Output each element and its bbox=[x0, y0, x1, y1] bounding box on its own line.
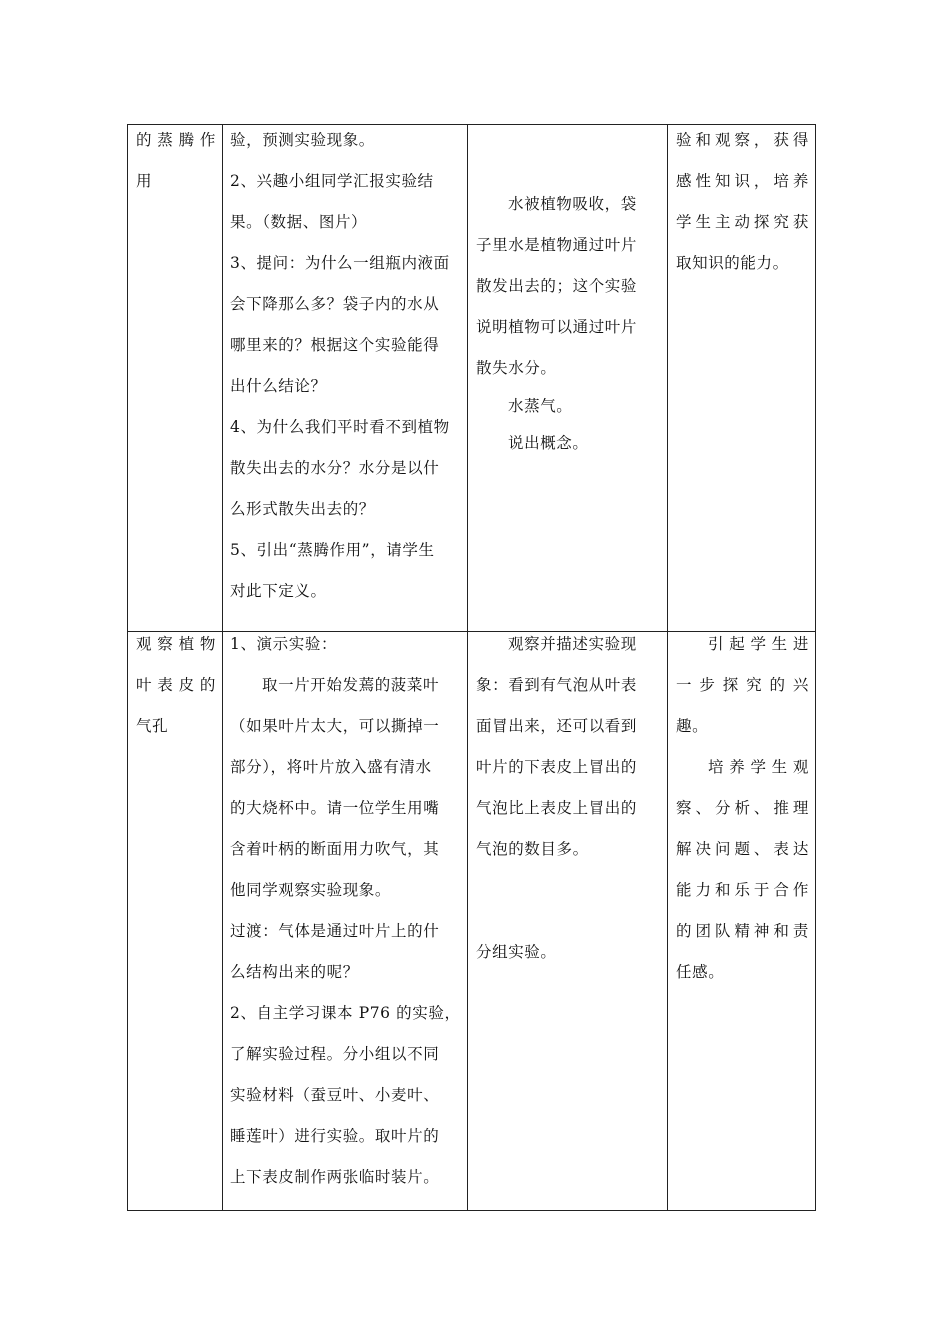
student-line: 气泡比上表皮上冒出的 bbox=[476, 799, 638, 817]
intent-line: 培养学生观 bbox=[708, 758, 809, 776]
intent-line: 趣。 bbox=[676, 717, 709, 735]
student-line: 散失水分。 bbox=[476, 359, 557, 377]
student-line: 叶片的下表皮上冒出的 bbox=[476, 758, 638, 776]
teacher-line: 过渡：气体是通过叶片上的什 bbox=[230, 922, 440, 940]
topic-line: 的蒸腾作 bbox=[136, 131, 216, 149]
teacher-line: 他同学观察实验现象。 bbox=[230, 881, 392, 899]
student-line: 水被植物吸收，袋 bbox=[508, 195, 637, 213]
teacher-line: 2、兴趣小组同学汇报实验结 bbox=[230, 172, 434, 190]
student-line: 面冒出来，还可以看到 bbox=[476, 717, 638, 735]
topic-line: 观察植物 bbox=[136, 635, 216, 653]
topic-line: 叶表皮的 bbox=[136, 676, 216, 694]
teacher-line: 部分），将叶片放入盛有清水 bbox=[230, 758, 432, 776]
teacher-line: 会下降那么多？袋子内的水从 bbox=[230, 295, 440, 313]
intent-line: 解决问题、表达 bbox=[676, 840, 809, 858]
student-line: 分组实验。 bbox=[476, 943, 557, 961]
teacher-line: 睡莲叶）进行实验。取叶片的 bbox=[230, 1127, 440, 1145]
student-line: 子里水是植物通过叶片 bbox=[476, 236, 638, 254]
intent-line: 引起学生进 bbox=[708, 635, 809, 653]
student-line: 散发出去的；这个实验 bbox=[476, 277, 638, 295]
row2-teacher-activity bbox=[230, 624, 462, 1198]
row1-teacher-activity bbox=[230, 120, 462, 612]
row1-design-intent bbox=[676, 120, 809, 284]
intent-line: 一步探究的兴 bbox=[676, 676, 809, 694]
row2-student-activity-2 bbox=[476, 932, 662, 973]
student-line: 说出概念。 bbox=[508, 434, 589, 452]
teacher-line: 的大烧杯中。请一位学生用嘴 bbox=[230, 799, 440, 817]
student-line: 象：看到有气泡从叶表 bbox=[476, 676, 638, 694]
teacher-line: 上下表皮制作两张临时装片。 bbox=[230, 1168, 440, 1186]
teacher-line: （如果叶片太大，可以撕掉一 bbox=[230, 717, 440, 735]
intent-line: 察、分析、推理 bbox=[676, 799, 809, 817]
teacher-line: 果。（数据、图片） bbox=[230, 213, 368, 231]
intent-line: 任感。 bbox=[676, 963, 725, 981]
row1-student-activity-2 bbox=[476, 388, 662, 462]
row2-topic-text bbox=[136, 624, 216, 747]
teacher-line: 4、为什么我们平时看不到植物 bbox=[230, 418, 450, 436]
teacher-line: 5、引出“蒸腾作用”，请学生 bbox=[230, 541, 435, 559]
teacher-line: 3、提问：为什么一组瓶内液面 bbox=[230, 254, 450, 272]
teacher-line: 含着叶柄的断面用力吹气，其 bbox=[230, 840, 440, 858]
teacher-line: 对此下定义。 bbox=[230, 582, 327, 600]
teacher-line: 么形式散失出去的？ bbox=[230, 500, 375, 518]
student-line: 观察并描述实验现 bbox=[508, 635, 637, 653]
intent-line: 能力和乐于合作 bbox=[676, 881, 809, 899]
intent-line: 感性知识，培养 bbox=[676, 172, 809, 190]
teacher-line: 2、自主学习课本 P76 的实验， bbox=[230, 1004, 461, 1022]
topic-line: 气孔 bbox=[136, 717, 169, 735]
topic-line: 用 bbox=[136, 172, 153, 190]
student-line: 水蒸气。 bbox=[508, 397, 573, 415]
intent-line: 验和观察，获得 bbox=[676, 131, 809, 149]
teacher-line: 散失出去的水分？水分是以什 bbox=[230, 459, 440, 477]
student-line: 说明植物可以通过叶片 bbox=[476, 318, 638, 336]
teacher-line: 哪里来的？根据这个实验能得 bbox=[230, 336, 440, 354]
teacher-line: 了解实验过程。分小组以不同 bbox=[230, 1045, 440, 1063]
student-line: 气泡的数目多。 bbox=[476, 840, 589, 858]
teacher-line: 出什么结论？ bbox=[230, 377, 327, 395]
row2-student-activity bbox=[476, 624, 662, 870]
teacher-line: 么结构出来的呢？ bbox=[230, 963, 359, 981]
intent-line: 学生主动探究获 bbox=[676, 213, 809, 231]
teacher-line: 实验材料（蚕豆叶、小麦叶、 bbox=[230, 1086, 440, 1104]
teacher-line: 验，预测实验现象。 bbox=[230, 131, 375, 149]
row1-student-activity bbox=[476, 184, 662, 389]
intent-line: 的团队精神和责 bbox=[676, 922, 809, 940]
teacher-line: 取一片开始发蔫的菠菜叶 bbox=[262, 676, 440, 694]
row1-topic-text bbox=[136, 120, 216, 202]
row2-design-intent bbox=[676, 624, 809, 993]
teacher-line: 1、演示实验： bbox=[230, 635, 338, 653]
intent-line: 取知识的能力。 bbox=[676, 254, 789, 272]
